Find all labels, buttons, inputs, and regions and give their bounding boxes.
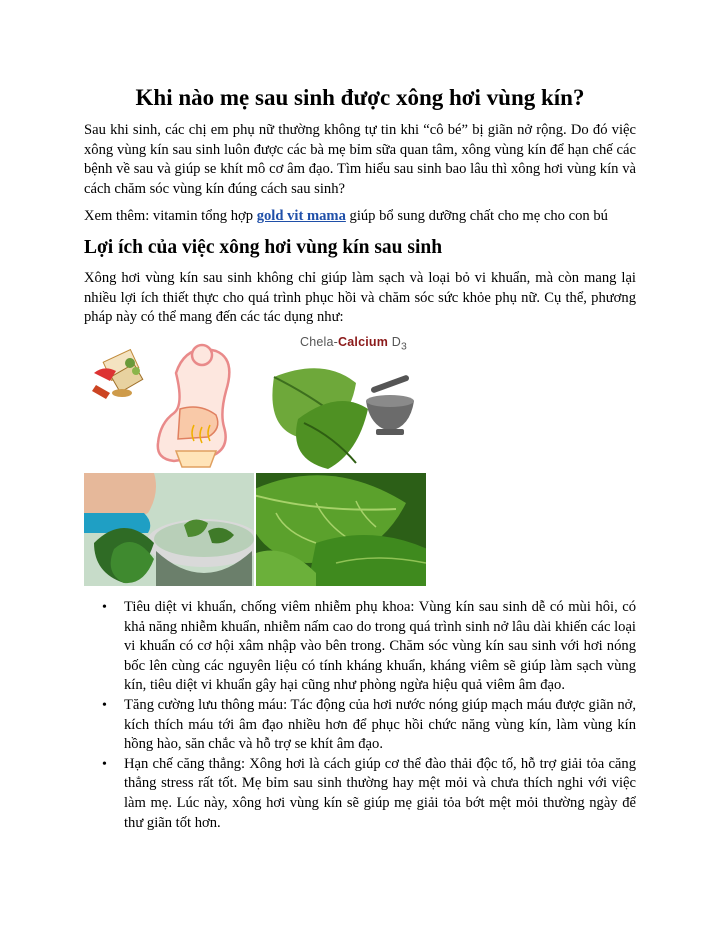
list-item: • Tiêu diệt vi khuẩn, chống viêm nhiễm phụ khoa: Vùng kín sau sinh dễ có mùi hôi, có khả năng nhiễm khuẩn, nhiễm nấm cao do trong quá trình sinh nở lâu dài khiến các loại vi khuẩn có cơ hội xâm nhập vào bên trong. Chăm sóc vùng kín sau sinh với hơi nóng bốc lên cùng các nguyên liệu có tính kháng khuẩn, kháng viêm sẽ giúp làm sạch vùng kín, tiêu diệt vi khuẩn gây hại cũng như phòng ngừa hiệu quả viêm âm đạo. xyxy=(102,599,636,694)
betel-leaves-image xyxy=(254,333,426,473)
see-also-prefix: Xem thêm: vitamin tổng hợp xyxy=(84,208,257,224)
see-also-suffix: giúp bổ sung dưỡng chất cho mẹ cho con bú xyxy=(345,208,608,224)
list-item: • Hạn chế căng thẳng: Xông hơi là cách giúp cơ thể đào thải độc tố, hỗ trợ giải tỏa căng thẳng stress rất tốt. Mẹ bỉm sau sinh thường hay mệt mỏi và chưa thích nghi với việc làm mẹ. Lúc này, xông hơi vùng kín sẽ giúp mẹ giải tỏa bớt mệt mỏi thường ngày để thư giãn tốt hơn. xyxy=(102,755,636,831)
gold-vit-mama-link[interactable]: gold vit mama xyxy=(256,208,346,224)
chela-calcium-logo: Chela-Calcium $D_3$ xyxy=(300,335,407,353)
benefits-list xyxy=(84,598,636,833)
bullet-icon: • xyxy=(102,756,107,772)
steam-bath-illustration xyxy=(84,333,254,473)
steaming-bowl-photo xyxy=(84,473,254,586)
bullet-icon: • xyxy=(102,600,107,615)
bullet-icon: • xyxy=(102,697,107,713)
see-also-line xyxy=(84,207,636,227)
list-item: • Tăng cường lưu thông máu: Tác động của hơi nước nóng giúp mạch máu được giãn nở, kích thích máu tới âm đạo nhiều hơn để phục hồi chức năng vùng kín, làm vùng kín hồng hào, săn chắc và hỗ trợ se khít âm đạo. xyxy=(102,696,636,753)
page-title: Khi nào mẹ sau sinh được xông hơi vùng kín? xyxy=(135,85,585,110)
article-image-collage xyxy=(84,333,426,586)
section-intro-paragraph: Xông hơi vùng kín sau sinh không chỉ giúp làm sạch và loại bỏ vi khuẩn, mà còn mang lại nhiều lợi ích thiết thực cho quá trình phục hồi và chăm sóc sức khỏe phụ nữ. Cụ thể, phương pháp này có thể mang đến các tác dụng như: xyxy=(84,270,636,326)
leaves-closeup-photo xyxy=(256,473,426,586)
intro-paragraph: Sau khi sinh, các chị em phụ nữ thường không tự tin khi “cô bé” bị giãn nở rộng. Do đó việc xông vùng kín sau sinh luôn được các bà mẹ bỉm sữa quan tâm, xông vùng kín để hạn chế các bệnh về sau và giúp se khít mô cơ âm đạo. Tìm hiểu sau sinh bao lâu thì xông hơi vùng kín và cách chăm sóc vùng kín đúng cách sau sinh? xyxy=(84,122,636,197)
section-heading: Lợi ích của việc xông hơi vùng kín sau sinh xyxy=(84,237,443,258)
